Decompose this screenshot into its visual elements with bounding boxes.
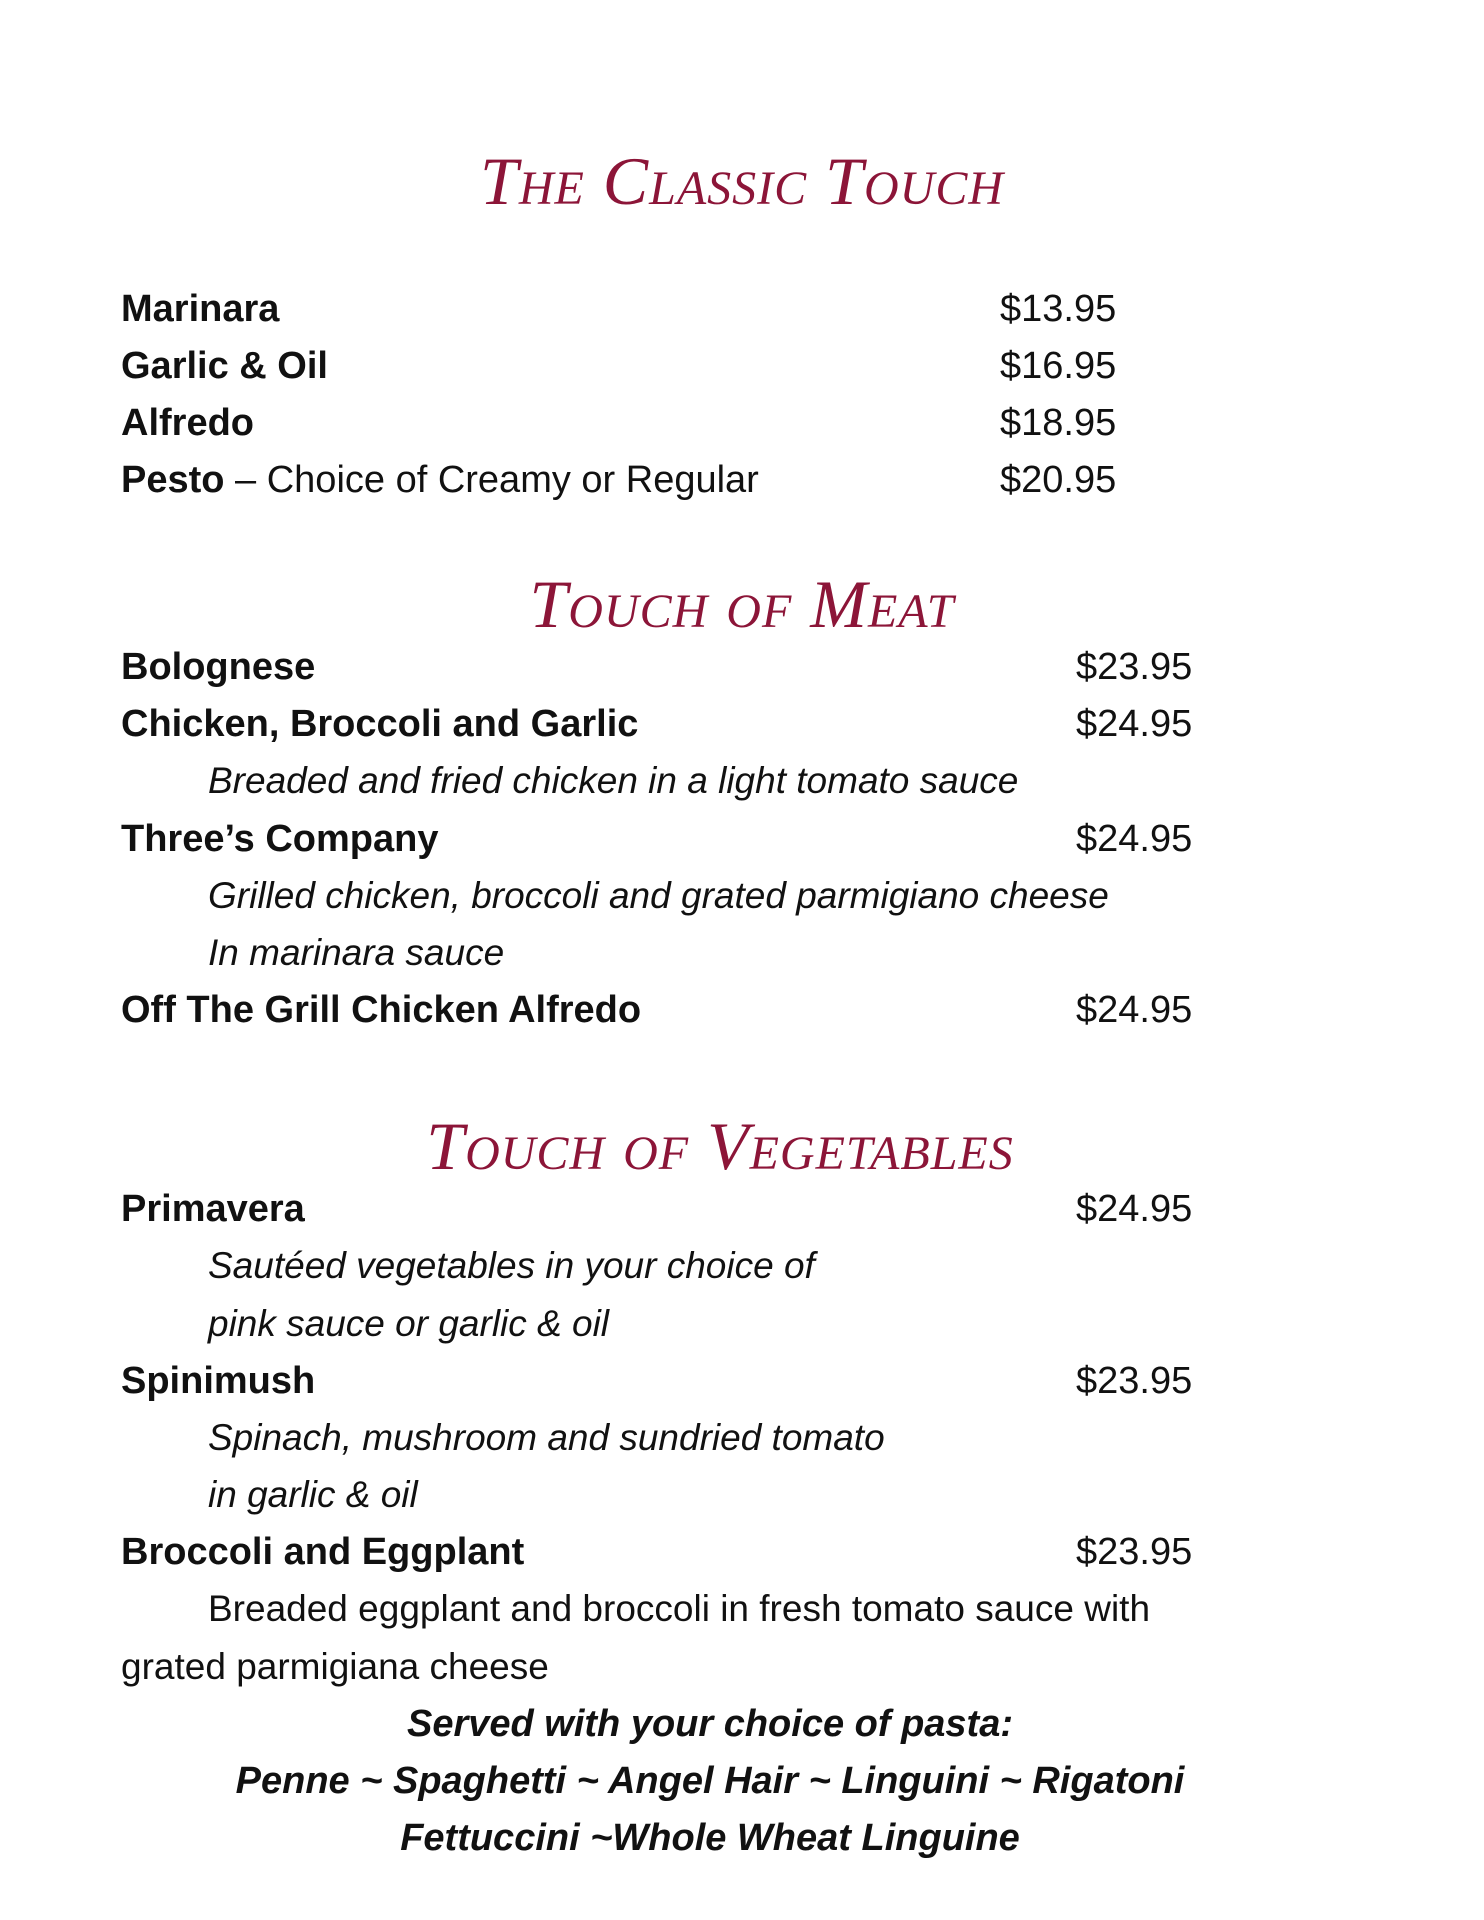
item-price-threes-company: $24.95 — [1076, 818, 1193, 860]
item-name: Marinara — [121, 288, 280, 330]
item-price-bolognese: $23.95 — [1076, 646, 1193, 688]
item-name: Garlic & Oil — [121, 345, 328, 387]
item-description: In marinara sauce — [208, 932, 505, 973]
item-description: Breaded and fried chicken in a light tomato sauce — [208, 760, 1019, 801]
item-separator: – — [224, 459, 267, 501]
item-description: Breaded eggplant and broccoli in fresh tomato sauce with — [208, 1588, 1151, 1629]
item-description-continued: grated parmigiana cheese — [121, 1646, 549, 1687]
item-name: Alfredo — [121, 402, 254, 444]
menu-item-primavera — [121, 1190, 305, 1228]
item-name: Bolognese — [121, 646, 316, 688]
item-price-garlic-oil: $16.95 — [1000, 345, 1117, 387]
item-price-marinara: $13.95 — [1000, 288, 1117, 330]
menu-item-broccoli-eggplant — [121, 1533, 524, 1571]
menu-item-chicken-broccoli-garlic — [121, 705, 638, 743]
item-description: Grilled chicken, broccoli and grated parmigiano cheese — [208, 875, 1109, 916]
menu-item-bolognese — [121, 648, 315, 686]
item-description: in garlic & oil — [208, 1474, 418, 1515]
item-description: Sautéed vegetables in your choice of — [208, 1245, 815, 1286]
item-price-spinimush: $23.95 — [1076, 1360, 1193, 1402]
pasta-options: Penne ~ Spaghetti ~ Angel Hair ~ Linguini ~ Rigatoni — [235, 1760, 1185, 1802]
pasta-options-continued: Fettuccini ~Whole Wheat Linguine — [400, 1817, 1020, 1859]
menu-item-garlic-oil — [121, 347, 328, 385]
item-name: Spinimush — [121, 1360, 316, 1402]
menu-item-alfredo — [121, 404, 254, 442]
menu-item-spinimush — [121, 1362, 315, 1400]
item-description: pink sauce or garlic & oil — [208, 1303, 610, 1344]
section-title-classic: The Classic Touch — [480, 143, 1004, 219]
menu-item-marinara — [121, 290, 279, 328]
menu-item-pesto — [121, 461, 759, 499]
item-name: Three’s Company — [121, 818, 439, 860]
item-price-off-the-grill-chicken-alfredo: $24.95 — [1076, 989, 1193, 1031]
item-price-alfredo: $18.95 — [1000, 402, 1117, 444]
section-title-vegetables: Touch of Vegetables — [426, 1108, 1014, 1184]
item-price-chicken-broccoli-garlic: $24.95 — [1076, 703, 1193, 745]
item-name: Chicken, Broccoli and Garlic — [121, 703, 639, 745]
item-description: Spinach, mushroom and sundried tomato — [208, 1417, 885, 1458]
item-name: Primavera — [121, 1188, 305, 1230]
section-title-meat: Touch of Meat — [529, 566, 955, 642]
item-price-primavera: $24.95 — [1076, 1188, 1193, 1230]
item-price-broccoli-eggplant: $23.95 — [1076, 1531, 1193, 1573]
pasta-note-heading: Served with your choice of pasta: — [406, 1703, 1014, 1745]
menu-item-off-the-grill-chicken-alfredo — [121, 991, 641, 1029]
item-note: Choice of Creamy or Regular — [266, 459, 759, 501]
item-price-pesto: $20.95 — [1000, 459, 1117, 501]
item-name: Off The Grill Chicken Alfredo — [121, 989, 642, 1031]
item-name: Broccoli and Eggplant — [121, 1531, 525, 1573]
item-name: Pesto — [121, 459, 225, 501]
menu-item-threes-company — [121, 820, 438, 858]
